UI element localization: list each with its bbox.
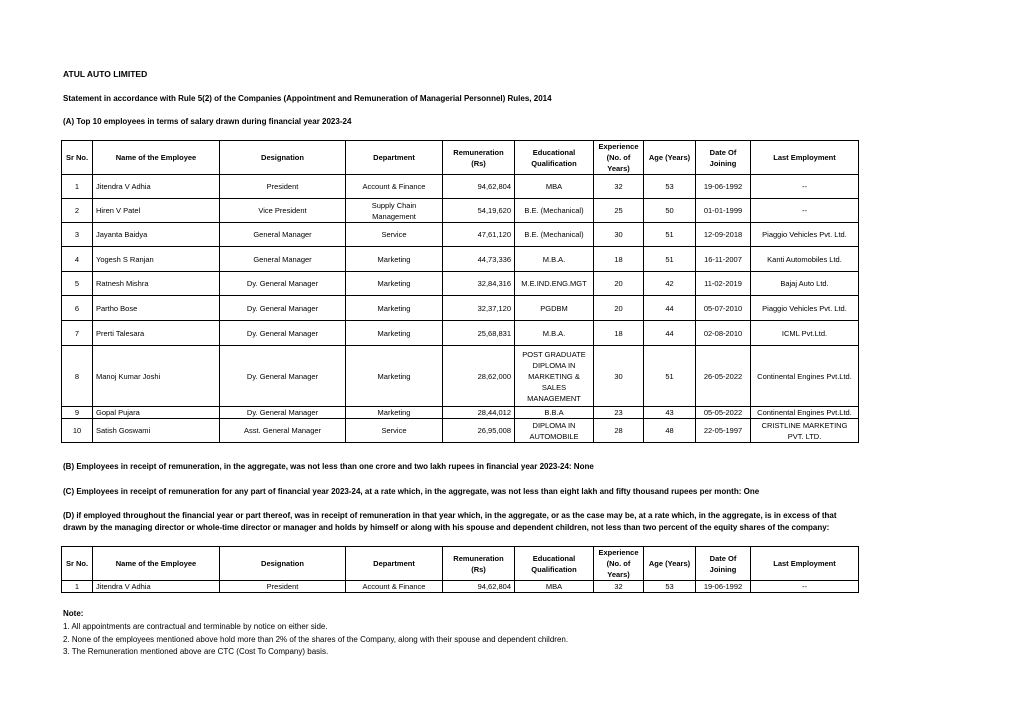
cell-last-employment: CRISTLINE MARKETING PVT. LTD. <box>751 419 859 443</box>
cell-experience: 18 <box>594 247 644 272</box>
cell-age: 53 <box>644 581 696 593</box>
header-last-employment: Last Employment <box>751 547 859 581</box>
header-remuneration: Remuneration (Rs) <box>443 141 515 175</box>
cell-experience: 32 <box>594 581 644 593</box>
cell-name: Satish Goswami <box>93 419 220 443</box>
cell-qualification: PGDBM <box>515 296 594 321</box>
header-age: Age (Years) <box>644 547 696 581</box>
table-row <box>62 407 859 419</box>
note-item: 1. All appointments are contractual and terminable by notice on either side. <box>63 622 328 631</box>
header-designation: Designation <box>220 547 346 581</box>
header-age: Age (Years) <box>644 141 696 175</box>
cell-designation: Dy. General Manager <box>220 407 346 419</box>
cell-department: Supply Chain Management <box>346 199 443 223</box>
cell-age: 51 <box>644 247 696 272</box>
header-doj: Date Of Joining <box>696 547 751 581</box>
cell-department: Marketing <box>346 321 443 346</box>
header-name: Name of the Employee <box>93 141 220 175</box>
cell-doj: 19-06-1992 <box>696 175 751 199</box>
header-department: Department <box>346 141 443 175</box>
cell-designation: Dy. General Manager <box>220 296 346 321</box>
note-item: 3. The Remuneration mentioned above are CTC (Cost To Company) basis. <box>63 647 329 656</box>
cell-doj: 01-01-1999 <box>696 199 751 223</box>
cell-qualification: M.B.A. <box>515 321 594 346</box>
cell-designation: President <box>220 581 346 593</box>
cell-designation: President <box>220 175 346 199</box>
cell-last-employment: -- <box>751 199 859 223</box>
header-experience: Experience (No. of Years) <box>594 141 644 175</box>
cell-doj: 11-02-2019 <box>696 272 751 296</box>
cell-remuneration: 25,68,831 <box>443 321 515 346</box>
cell-doj: 19-06-1992 <box>696 581 751 593</box>
cell-experience: 20 <box>594 272 644 296</box>
header-remuneration: Remuneration (Rs) <box>443 547 515 581</box>
top-employees-table <box>61 140 859 443</box>
cell-department: Marketing <box>346 346 443 407</box>
table-header-row <box>62 547 859 581</box>
cell-doj: 22-05-1997 <box>696 419 751 443</box>
cell-last-employment: Kanti Automobiles Ltd. <box>751 247 859 272</box>
cell-name: Ratnesh Mishra <box>93 272 220 296</box>
table-row <box>62 272 859 296</box>
cell-designation: Vice President <box>220 199 346 223</box>
cell-last-employment: Piaggio Vehicles Pvt. Ltd. <box>751 296 859 321</box>
cell-remuneration: 32,84,316 <box>443 272 515 296</box>
cell-age: 44 <box>644 296 696 321</box>
cell-remuneration: 94,62,804 <box>443 581 515 593</box>
header-department: Department <box>346 547 443 581</box>
cell-department: Service <box>346 419 443 443</box>
table-row <box>62 223 859 247</box>
cell-sr-no: 1 <box>62 581 93 593</box>
cell-experience: 32 <box>594 175 644 199</box>
cell-last-employment: -- <box>751 175 859 199</box>
cell-designation: Asst. General Manager <box>220 419 346 443</box>
cell-doj: 05-07-2010 <box>696 296 751 321</box>
cell-designation: Dy. General Manager <box>220 321 346 346</box>
table-row <box>62 419 859 443</box>
cell-sr-no: 2 <box>62 199 93 223</box>
cell-last-employment: -- <box>751 581 859 593</box>
cell-age: 50 <box>644 199 696 223</box>
section-b-text: (B) Employees in receipt of remuneration, in the aggregate, was not less than one crore and two lakh rupees in financial year 2023-24: None <box>63 462 594 471</box>
cell-qualification: M.B.A. <box>515 247 594 272</box>
header-name: Name of the Employee <box>93 547 220 581</box>
cell-remuneration: 94,62,804 <box>443 175 515 199</box>
cell-age: 43 <box>644 407 696 419</box>
cell-designation: General Manager <box>220 223 346 247</box>
cell-age: 51 <box>644 223 696 247</box>
cell-doj: 02-08-2010 <box>696 321 751 346</box>
cell-remuneration: 47,61,120 <box>443 223 515 247</box>
cell-experience: 28 <box>594 419 644 443</box>
cell-name: Yogesh S Ranjan <box>93 247 220 272</box>
equity-holder-table <box>61 546 859 593</box>
cell-doj: 12-09-2018 <box>696 223 751 247</box>
cell-sr-no: 10 <box>62 419 93 443</box>
section-d-text-line1: (D) if employed throughout the financial year or part thereof, was in receipt of remuneration in that year which, in the aggregate, or as the case may be, at a rate which, in the aggregate, is in excess of that <box>63 511 837 520</box>
cell-sr-no: 9 <box>62 407 93 419</box>
cell-remuneration: 26,95,008 <box>443 419 515 443</box>
cell-remuneration: 44,73,336 <box>443 247 515 272</box>
header-doj: Date Of Joining <box>696 141 751 175</box>
cell-sr-no: 1 <box>62 175 93 199</box>
table-row <box>62 346 859 407</box>
cell-qualification: B.B.A <box>515 407 594 419</box>
table-row <box>62 247 859 272</box>
cell-name: Jitendra V Adhia <box>93 175 220 199</box>
cell-designation: General Manager <box>220 247 346 272</box>
header-sr-no: Sr No. <box>62 141 93 175</box>
cell-doj: 16-11-2007 <box>696 247 751 272</box>
cell-qualification: DIPLOMA IN AUTOMOBILE <box>515 419 594 443</box>
cell-sr-no: 5 <box>62 272 93 296</box>
cell-experience: 30 <box>594 223 644 247</box>
note-item: 2. None of the employees mentioned above hold more than 2% of the shares of the Company, along with their spouse and dependent children. <box>63 635 569 644</box>
cell-name: Jitendra V Adhia <box>93 581 220 593</box>
cell-department: Marketing <box>346 272 443 296</box>
table-row <box>62 199 859 223</box>
cell-qualification: MBA <box>515 581 594 593</box>
cell-last-employment: ICML Pvt.Ltd. <box>751 321 859 346</box>
cell-age: 51 <box>644 346 696 407</box>
section-d-text-line2: drawn by the managing director or whole-time director or manager and holds by himself or along with his spouse and dependent children, not less than two percent of the equity shares of the company: <box>63 523 830 532</box>
header-experience: Experience (No. of Years) <box>594 547 644 581</box>
cell-last-employment: Continental Engines Pvt.Ltd. <box>751 407 859 419</box>
statement-title: Statement in accordance with Rule 5(2) of the Companies (Appointment and Remuneration of Managerial Personnel) Rules, 2014 <box>63 94 552 103</box>
header-designation: Designation <box>220 141 346 175</box>
cell-qualification: M.E.IND.ENG.MGT <box>515 272 594 296</box>
table-row <box>62 175 859 199</box>
company-name: ATUL AUTO LIMITED <box>63 69 148 79</box>
cell-experience: 23 <box>594 407 644 419</box>
cell-qualification: B.E. (Mechanical) <box>515 223 594 247</box>
cell-remuneration: 28,44,012 <box>443 407 515 419</box>
cell-age: 42 <box>644 272 696 296</box>
cell-remuneration: 54,19,620 <box>443 199 515 223</box>
cell-qualification: B.E. (Mechanical) <box>515 199 594 223</box>
header-qualification: Educational Qualification <box>515 141 594 175</box>
cell-qualification: MBA <box>515 175 594 199</box>
header-qualification: Educational Qualification <box>515 547 594 581</box>
cell-qualification: POST GRADUATE DIPLOMA IN MARKETING & SALES MANAGEMENT <box>515 346 594 407</box>
cell-experience: 30 <box>594 346 644 407</box>
cell-name: Manoj Kumar Joshi <box>93 346 220 407</box>
cell-department: Marketing <box>346 296 443 321</box>
cell-last-employment: Bajaj Auto Ltd. <box>751 272 859 296</box>
cell-experience: 25 <box>594 199 644 223</box>
cell-name: Partho Bose <box>93 296 220 321</box>
header-sr-no: Sr No. <box>62 547 93 581</box>
note-title: Note: <box>63 609 84 618</box>
cell-experience: 18 <box>594 321 644 346</box>
cell-name: Jayanta Baidya <box>93 223 220 247</box>
table-row <box>62 321 859 346</box>
cell-sr-no: 7 <box>62 321 93 346</box>
cell-experience: 20 <box>594 296 644 321</box>
cell-doj: 26-05-2022 <box>696 346 751 407</box>
cell-sr-no: 6 <box>62 296 93 321</box>
table-row <box>62 581 859 593</box>
cell-department: Service <box>346 223 443 247</box>
header-last-employment: Last Employment <box>751 141 859 175</box>
cell-designation: Dy. General Manager <box>220 272 346 296</box>
cell-doj: 05-05-2022 <box>696 407 751 419</box>
table-row <box>62 296 859 321</box>
cell-sr-no: 8 <box>62 346 93 407</box>
cell-age: 44 <box>644 321 696 346</box>
cell-name: Hiren V Patel <box>93 199 220 223</box>
cell-department: Marketing <box>346 407 443 419</box>
section-c-text: (C) Employees in receipt of remuneration for any part of financial year 2023-24, at a rate which, in the aggregate, was not less than eight lakh and fifty thousand rupees per month: One <box>63 487 760 496</box>
cell-last-employment: Continental Engines Pvt.Ltd. <box>751 346 859 407</box>
cell-sr-no: 4 <box>62 247 93 272</box>
cell-department: Account & Finance <box>346 175 443 199</box>
cell-department: Marketing <box>346 247 443 272</box>
cell-name: Gopal Pujara <box>93 407 220 419</box>
section-a-heading: (A) Top 10 employees in terms of salary drawn during financial year 2023-24 <box>63 117 352 126</box>
cell-age: 53 <box>644 175 696 199</box>
cell-department: Account & Finance <box>346 581 443 593</box>
cell-designation: Dy. General Manager <box>220 346 346 407</box>
cell-name: Prerti Talesara <box>93 321 220 346</box>
cell-remuneration: 28,62,000 <box>443 346 515 407</box>
cell-remuneration: 32,37,120 <box>443 296 515 321</box>
cell-last-employment: Piaggio Vehicles Pvt. Ltd. <box>751 223 859 247</box>
cell-sr-no: 3 <box>62 223 93 247</box>
table-header-row <box>62 141 859 175</box>
cell-age: 48 <box>644 419 696 443</box>
